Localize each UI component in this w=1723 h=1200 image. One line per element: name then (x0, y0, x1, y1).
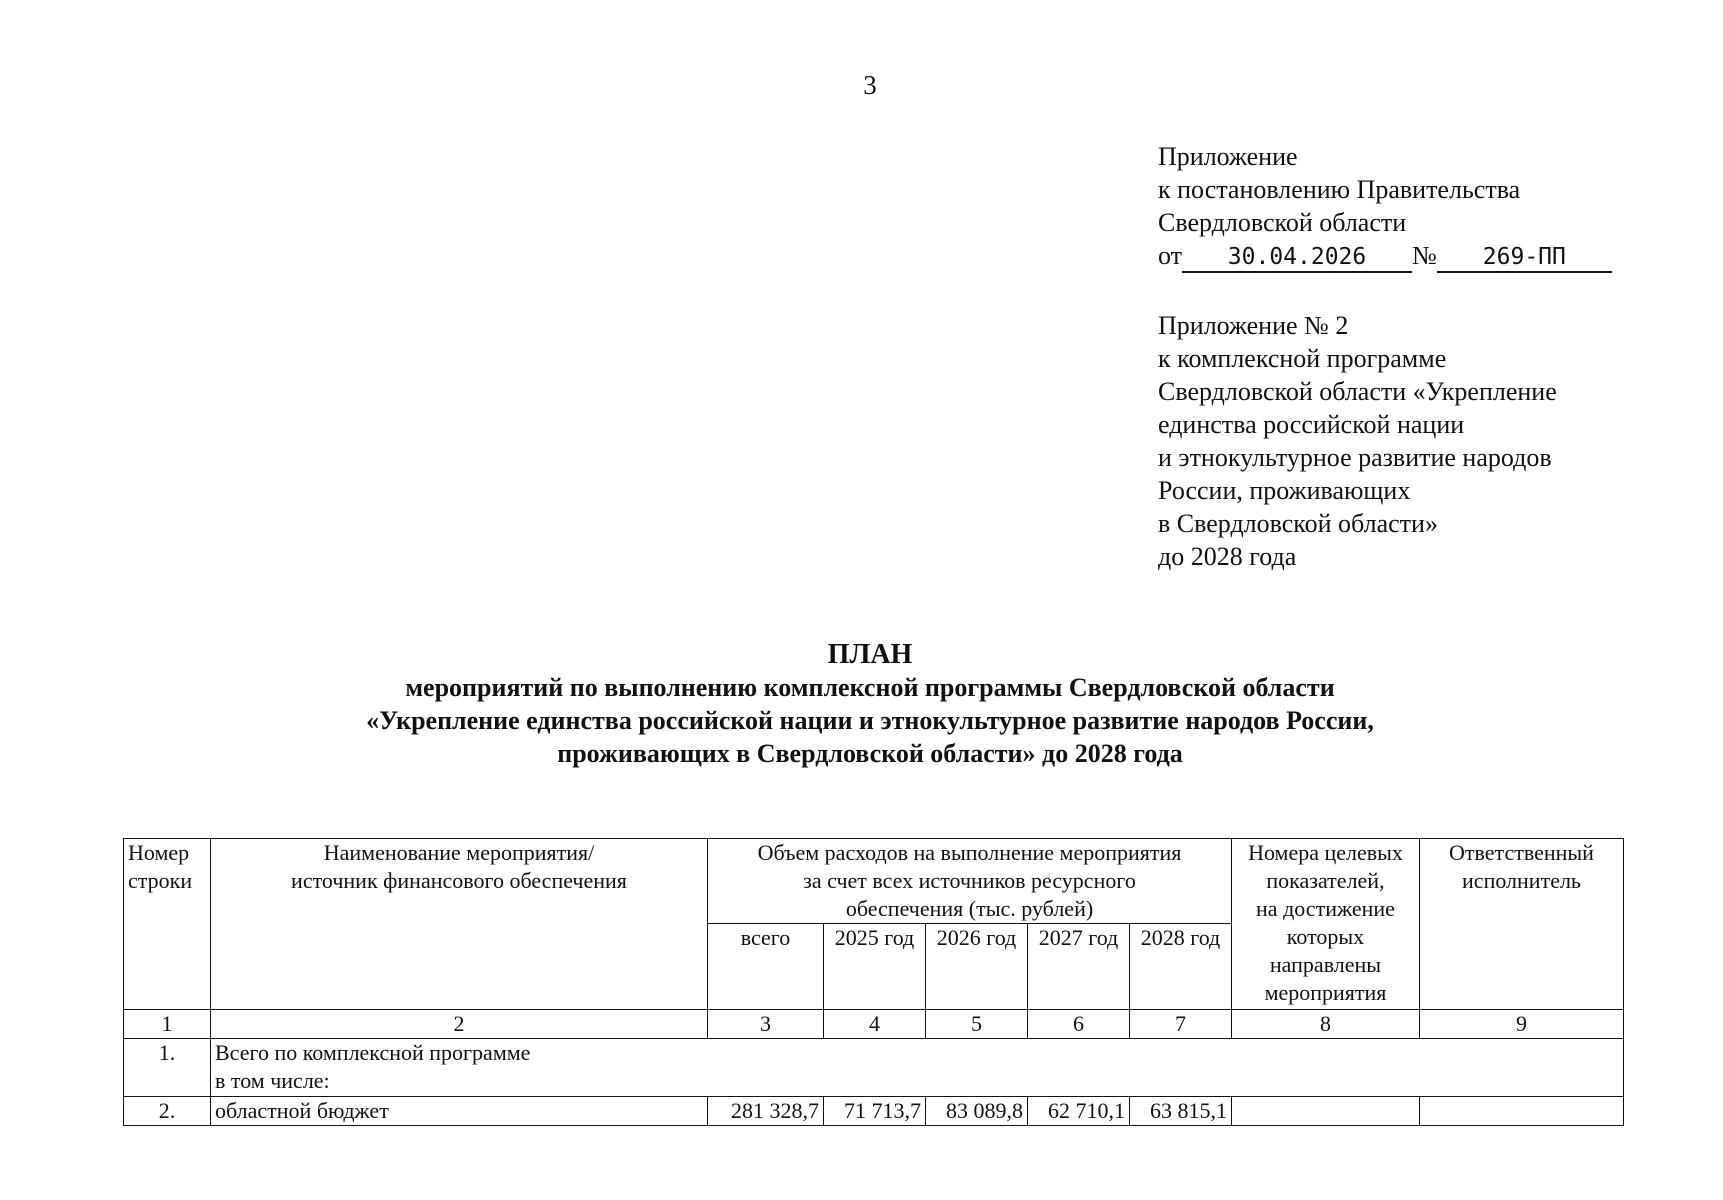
header-volume (708, 839, 1232, 924)
targets-cell (1232, 1097, 1420, 1126)
header-text: источник финансового обеспечения (291, 868, 627, 893)
value-2025: 71 713,7 (824, 1097, 926, 1126)
plan-table (123, 838, 1624, 1126)
header-text: мероприятия (1264, 980, 1387, 1005)
appendix2-header (1158, 309, 1557, 573)
column-number: 7 (1130, 1010, 1232, 1039)
title-main: ПЛАН (827, 639, 913, 670)
header-year: 2025 год (824, 924, 926, 1010)
header-text: направлены (1269, 952, 1382, 977)
row-name-line: в том числе: (215, 1068, 330, 1093)
header-text: за счет всех источников ресурсного (803, 868, 1136, 893)
header-text: исполнитель (1462, 868, 1581, 893)
appendix2-line: до 2028 года (1158, 542, 1297, 571)
header-text: Номер (128, 840, 190, 865)
header-text: обеспечения (тыс. рублей) (845, 896, 1094, 921)
resolution-date: 30.04.2026 (1182, 243, 1412, 273)
row-name (211, 1039, 1624, 1097)
title-line: мероприятий по выполнению комплексной программы Свердловской области (405, 673, 1335, 702)
document-title (0, 638, 1723, 770)
value-total: 281 328,7 (708, 1097, 824, 1126)
row-number: 1. (124, 1039, 211, 1097)
header-year: 2027 год (1028, 924, 1130, 1010)
value-2028: 63 815,1 (1130, 1097, 1232, 1126)
appendix2-line: России, проживающих (1158, 476, 1411, 505)
appendix-line: Приложение (1158, 142, 1298, 171)
row-name-line: Всего по комплексной программе (215, 1040, 531, 1065)
header-row-number (124, 839, 211, 1010)
column-number: 1 (124, 1010, 211, 1039)
column-number: 4 (824, 1010, 926, 1039)
appendix2-line: Приложение № 2 (1158, 311, 1349, 340)
column-number: 2 (211, 1010, 708, 1039)
title-line: «Укрепление единства российской нации и этнокультурное развитие народов России, (366, 706, 1374, 735)
header-total: всего (708, 924, 824, 1010)
title-line: проживающих в Свердловской области» до 2028 года (557, 739, 1183, 768)
page-number: 3 (863, 70, 877, 100)
appendix-date-line (1158, 239, 1612, 273)
header-text: на достижение (1256, 896, 1395, 921)
column-number-row (124, 1010, 1624, 1039)
column-number: 5 (926, 1010, 1028, 1039)
column-number: 8 (1232, 1010, 1420, 1039)
appendix2-line: и этнокультурное развитие народов (1158, 443, 1552, 472)
header-row (124, 839, 1624, 924)
header-text: Объем расходов на выполнение мероприятия (757, 840, 1182, 865)
header-text: строки (128, 868, 193, 893)
appendix2-line: в Свердловской области» (1158, 509, 1438, 538)
header-name (211, 839, 708, 1010)
appendix-header (1158, 140, 1612, 273)
header-text: Номера целевых (1248, 840, 1403, 865)
executor-cell (1420, 1097, 1624, 1126)
column-number: 3 (708, 1010, 824, 1039)
resolution-number: 269-ПП (1437, 243, 1612, 273)
header-text: Наименование мероприятия/ (323, 840, 595, 865)
header-targets (1232, 839, 1420, 1010)
row-name: областной бюджет (211, 1097, 708, 1126)
value-2027: 62 710,1 (1028, 1097, 1130, 1126)
header-text: Ответственный (1449, 840, 1594, 865)
header-year: 2026 год (926, 924, 1028, 1010)
table-row (124, 1039, 1624, 1097)
column-number: 6 (1028, 1010, 1130, 1039)
header-text: которых (1286, 924, 1365, 949)
column-number: 9 (1420, 1010, 1624, 1039)
number-prefix: № (1412, 241, 1437, 270)
header-executor (1420, 839, 1624, 1010)
table-row (124, 1097, 1624, 1126)
appendix-line: к постановлению Правительства (1158, 175, 1521, 204)
appendix2-line: к комплексной программе (1158, 344, 1447, 373)
row-number: 2. (124, 1097, 211, 1126)
header-text: показателей, (1266, 868, 1385, 893)
header-year: 2028 год (1130, 924, 1232, 1010)
value-2026: 83 089,8 (926, 1097, 1028, 1126)
appendix-line: Свердловской области (1158, 208, 1407, 237)
appendix2-line: Свердловской области «Укрепление (1158, 377, 1557, 406)
appendix2-line: единства российской нации (1158, 410, 1465, 439)
date-prefix: от (1158, 241, 1183, 270)
